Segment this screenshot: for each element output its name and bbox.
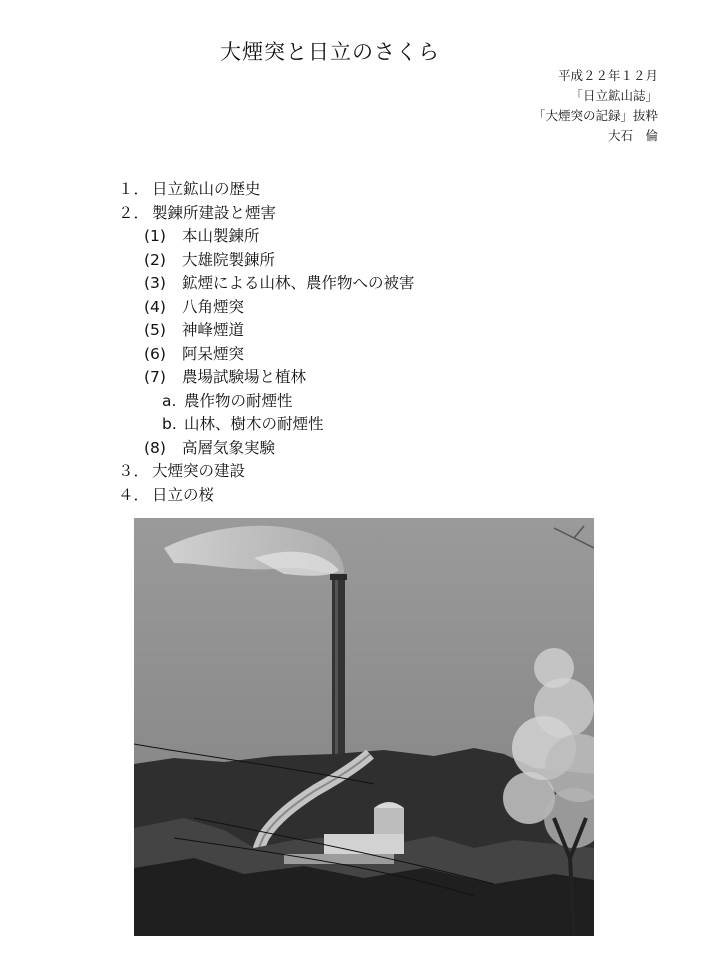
chimney-top (330, 574, 347, 580)
toc-item-text: 本山製錬所 (182, 227, 260, 245)
toc-item (118, 178, 598, 202)
toc-item-number: ２． (118, 203, 150, 222)
toc-item-text: 大雄院製錬所 (182, 250, 276, 269)
toc-item-text: 八角煙突 (182, 297, 245, 316)
smelter-building (324, 834, 404, 854)
smelter-tower (374, 808, 404, 834)
toc-item-text: 鉱煙による山林、農作物への被害 (182, 274, 415, 292)
toc-item-number: (1) (144, 227, 166, 245)
toc-item-text: 製錬所建設と煙害 (152, 203, 277, 222)
document-source-1: 「日立鉱山誌」 (570, 88, 658, 103)
toc-item-number: (7) (144, 368, 166, 386)
toc-item-text: 高層気象実験 (182, 438, 276, 457)
toc-item-number: (2) (144, 250, 166, 269)
toc-subsubitem (118, 390, 598, 414)
chimney-photo-illustration (134, 518, 594, 936)
toc-item-number: ４． (118, 485, 150, 504)
chimney-highlight (335, 580, 338, 756)
toc-item-text: 阿呆煙突 (182, 344, 245, 363)
document-date: 平成２２年１２月 (557, 68, 658, 83)
toc-subitem (118, 296, 598, 320)
toc-item-text: 大煙突の建設 (152, 462, 246, 480)
toc-subitem (118, 437, 598, 461)
document-author: 大石 倫 (607, 128, 658, 143)
conveyor-structure (284, 854, 394, 864)
toc-item-text: 山林、樹木の耐煙性 (184, 415, 324, 433)
toc-subitem (118, 366, 598, 390)
toc-subitem (118, 249, 598, 273)
toc-item-number: (3) (144, 274, 166, 292)
document-source-2: 「大煙突の記録」抜粋 (532, 108, 658, 123)
chimney-photograph (134, 518, 594, 936)
toc-item-number: １． (118, 180, 150, 198)
toc-item-number: (6) (144, 344, 166, 363)
toc-subitem (118, 343, 598, 367)
document-meta (418, 66, 658, 146)
toc-subitem (118, 319, 598, 343)
toc-item-number: ３． (118, 462, 150, 480)
toc-item (118, 484, 598, 508)
toc-item-text: 神峰煙道 (182, 321, 245, 339)
toc-item-text: 農作物の耐煙性 (184, 391, 293, 410)
toc-item-text: 日立の桜 (152, 485, 215, 504)
toc-subsubitem (118, 413, 598, 437)
toc-item-number: (5) (144, 321, 166, 339)
toc-item (118, 202, 598, 226)
toc-item-number: a. (162, 391, 177, 410)
toc-subitem (118, 272, 598, 296)
table-of-contents (118, 178, 598, 507)
toc-subitem (118, 225, 598, 249)
toc-item-text: 農場試験場と植林 (182, 368, 307, 386)
toc-item-number: b. (162, 415, 177, 433)
document-title: 大煙突と日立のさくら (220, 40, 440, 64)
toc-item-number: (8) (144, 438, 166, 457)
chimney (332, 576, 345, 758)
toc-item-number: (4) (144, 297, 166, 316)
toc-item-text: 日立鉱山の歴史 (152, 180, 261, 198)
toc-item (118, 460, 598, 484)
